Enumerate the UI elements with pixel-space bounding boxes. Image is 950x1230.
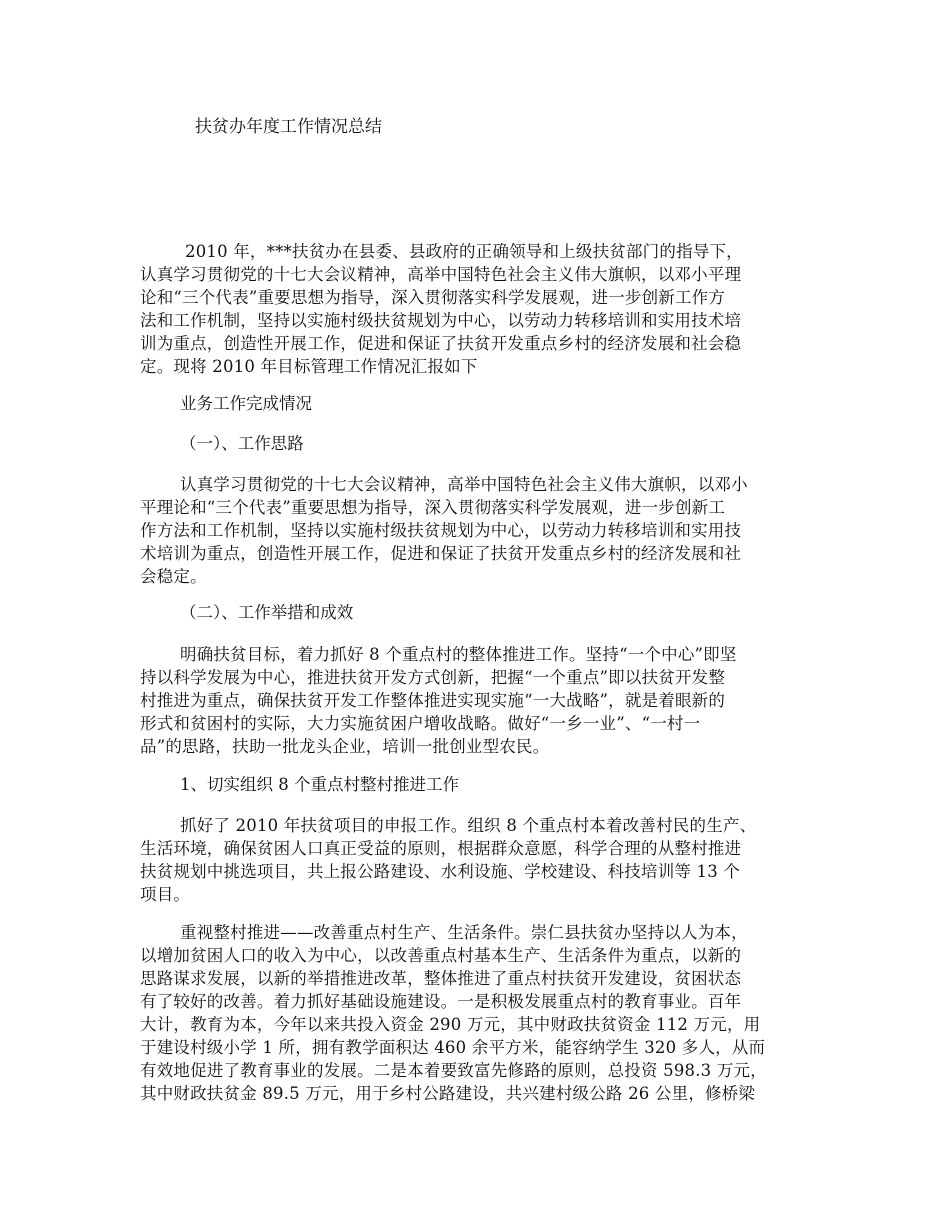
paragraph-line: 有了较好的改善。着力抓好基础设施建设。一是积极发展重点村的教育事业。百年 bbox=[140, 992, 742, 1011]
paragraph-line: 会稳定。 bbox=[140, 567, 207, 586]
paragraph-measures bbox=[140, 643, 816, 758]
paragraph-line: 于建设村级小学 1 所，拥有教学面积达 460 余平方米，能容纳学生 320 多人，从而 bbox=[140, 1038, 766, 1057]
section-heading-ideas: （一）、工作思路 bbox=[180, 434, 304, 453]
paragraph-line: 重视整村推进——改善重点村生产、生活条件。崇仁县扶贫办坚持以人为本， bbox=[180, 923, 748, 942]
paragraph-line: 训为重点，创造性开展工作，促进和保证了扶贫开发重点乡村的经济发展和社会稳 bbox=[140, 334, 742, 353]
intro-paragraph bbox=[140, 240, 816, 378]
paragraph-line: 生活环境，确保贫困人口真正受益的原则，根据群众意愿，科学合理的从整村推进 bbox=[140, 839, 742, 858]
paragraph-line: 品”的思路，扶助一批龙头企业，培训一批创业型农民。 bbox=[140, 737, 550, 756]
paragraph-ideas bbox=[140, 473, 816, 588]
paragraph-line: 抓好了 2010 年扶贫项目的申报工作。组织 8 个重点村本着改善村民的生产、 bbox=[180, 816, 757, 835]
paragraph-line: 大计，教育为本，今年以来共投入资金 290 万元，其中财政扶贫资金 112 万元，用 bbox=[140, 1015, 761, 1034]
section-heading-business: 业务工作完成情况 bbox=[180, 394, 312, 413]
paragraph-line: 法和工作机制，坚持以实施村级扶贫规划为中心，以劳动力转移培训和实用技术培 bbox=[140, 311, 742, 330]
paragraph-line: 定。现将 2010 年目标管理工作情况汇报如下 bbox=[140, 357, 478, 376]
paragraph-line: 术培训为重点，创造性开展工作，促进和保证了扶贫开发重点乡村的经济发展和社 bbox=[140, 544, 742, 563]
paragraph-line: 思路谋求发展，以新的举措推进改革，整体推进了重点村扶贫开发建设，贫困状态 bbox=[140, 969, 742, 988]
paragraph-line: 形式和贫困村的实际，大力实施贫困户增收战略。做好“一乡一业”、“一村一 bbox=[140, 714, 701, 733]
paragraph-village-improvement bbox=[140, 921, 816, 1105]
paragraph-line: 明确扶贫目标，着力抓好 8 个重点村的整体推进工作。坚持“一个中心”即坚 bbox=[180, 645, 737, 664]
paragraph-line: 认真学习贯彻党的十七大会议精神，高举中国特色社会主义伟大旗帜，以邓小平理 bbox=[140, 265, 742, 284]
section-heading-villages: 1、切实组织 8 个重点村整村推进工作 bbox=[180, 775, 459, 794]
paragraph-line: 项目。 bbox=[140, 885, 191, 904]
paragraph-line: 2010 年，***扶贫办在县委、县政府的正确领导和上级扶贫部门的指导下， bbox=[185, 242, 743, 261]
paragraph-line: 扶贫规划中挑选项目，共上报公路建设、水利设施、学校建设、科技培训等 13 个 bbox=[140, 862, 741, 881]
paragraph-line: 其中财政扶贫金 89.5 万元，用于乡村公路建设，共兴建村级公路 26 公里，修桥梁 bbox=[140, 1084, 756, 1103]
paragraph-line: 以增加贫困人口的收入为中心，以改善重点村基本生产、生活条件为重点，以新的 bbox=[140, 946, 742, 965]
document-title: 扶贫办年度工作情况总结 bbox=[195, 117, 382, 137]
section-heading-measures: （二）、工作举措和成效 bbox=[180, 603, 354, 622]
paragraph-line: 论和“三个代表”重要思想为指导，深入贯彻落实科学发展观，进一步创新工作方 bbox=[140, 288, 726, 307]
paragraph-line: 持以科学发展为中心，推进扶贫开发方式创新，把握“一个重点”即以扶贫开发整 bbox=[140, 668, 726, 687]
paragraph-line: 作方法和工作机制，坚持以实施村级扶贫规划为中心，以劳动力转移培训和实用技 bbox=[140, 521, 742, 540]
paragraph-line: 认真学习贯彻党的十七大会议精神，高举中国特色社会主义伟大旗帜，以邓小 bbox=[180, 475, 748, 494]
paragraph-line: 平理论和“三个代表”重要思想为指导，深入贯彻落实科学发展观，进一步创新工 bbox=[140, 498, 726, 517]
paragraph-line: 村推进为重点，确保扶贫开发工作整体推进实现实施“一大战略”，就是着眼新的 bbox=[140, 691, 726, 710]
paragraph-project-application bbox=[140, 814, 816, 906]
paragraph-line: 有效地促进了教育事业的发展。二是本着要致富先修路的原则，总投资 598.3 万元， bbox=[140, 1061, 767, 1080]
